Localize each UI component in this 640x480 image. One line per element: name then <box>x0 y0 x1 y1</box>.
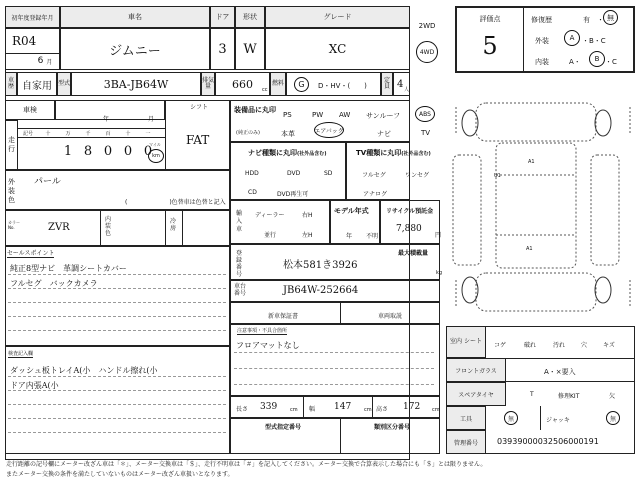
docs-divider <box>340 302 341 324</box>
odo-unit-1: 一 <box>145 130 151 137</box>
recycle-label: リサイクル預託金 <box>386 208 434 215</box>
plate-label: 登録番号 <box>236 250 243 278</box>
spare-missing: 欠 <box>609 393 616 400</box>
notice-ruler <box>234 368 434 369</box>
recycle-fee: 7,880 <box>396 224 422 234</box>
footer-line-1: 走行距離の記号欄にメーター改ざん車は「＊」、メーター交換車は「＄」、走行不明車は「＃」を記入してください。メーター交換で合算表示した場合にも「＄」とは限りません。 <box>6 461 487 468</box>
odo-unit-100k: 十 <box>45 130 51 137</box>
odo-digits-row <box>58 142 158 160</box>
import-parallel: 並行 <box>264 232 277 239</box>
type-no-div <box>340 418 341 454</box>
selling-points-block <box>5 246 230 346</box>
height-label: 高さ <box>376 406 389 413</box>
grade-value: XC <box>265 28 410 70</box>
vin-label: 車台番号 <box>234 283 247 297</box>
height-value: 172 <box>403 402 421 412</box>
warranty-label: 新車保証書 <box>268 313 299 320</box>
tool-none-circled: 無 <box>504 411 518 425</box>
km-circled: km <box>148 149 164 163</box>
capacity-unit: 人 <box>404 87 410 93</box>
recycle-yen: 円 <box>435 232 442 239</box>
score-label: 評価点 <box>479 15 501 23</box>
usage-value: 自家用 <box>17 72 57 96</box>
int-a: A・ <box>569 58 581 66</box>
notices-title: 注意事項・不具合箇所 <box>237 328 288 334</box>
shift-label: シフト <box>190 104 209 111</box>
reg-date-header: 初年度登録年月 <box>5 6 60 28</box>
length-label: 長さ <box>236 406 249 413</box>
mark-a1-bottom: A1 <box>526 246 533 252</box>
model-year-label: モデル年式 <box>334 207 369 215</box>
int-c: ・C <box>605 58 617 66</box>
odo-digit: 0 <box>143 143 153 159</box>
equip-aw: AW <box>339 111 351 119</box>
tv-type-title <box>356 148 431 158</box>
drive-4wd-circled: 4WD <box>416 41 438 63</box>
odo-units-row <box>18 128 165 138</box>
sp-ruler <box>8 316 226 317</box>
height-unit: cm <box>432 407 440 413</box>
navi-type-title <box>248 148 327 158</box>
tool-div <box>540 406 541 430</box>
inspector-title: 検査記入欄 <box>8 351 34 357</box>
type-no-label: 型式指定番号 <box>265 424 302 431</box>
color-code: ZVR <box>48 222 70 233</box>
shape-value: W <box>235 28 265 70</box>
navi-dvd-play: DVD再生可 <box>277 191 309 198</box>
tool-label-box: 工具 <box>446 406 486 430</box>
car-name: ジムニー <box>60 28 210 70</box>
inspection-label: 車検 <box>5 100 55 120</box>
ext-label: 外装 <box>535 37 549 45</box>
ac-label: 冷房 <box>170 218 177 232</box>
width-unit: cm <box>364 407 372 413</box>
import-label: 輸入車 <box>236 210 243 233</box>
length-unit: cm <box>290 407 298 413</box>
tv-analog: アナログ <box>363 191 388 198</box>
cc-unit: cc <box>262 87 268 93</box>
exterior-note: ( )色替車は色替と記入 <box>125 199 226 206</box>
navi-dvd: DVD <box>287 170 301 177</box>
notice-ruler <box>234 352 434 353</box>
capacity-value: 4 <box>393 72 410 96</box>
int-b-circled: B <box>589 51 605 67</box>
selling-point-line: 純正8型ナビ 革調シートカバー <box>10 264 127 273</box>
insp-ruler <box>8 432 226 433</box>
import-block <box>230 200 330 244</box>
int-label: 内装 <box>535 58 549 66</box>
mark-u1: U1 <box>494 173 501 179</box>
shape-header: 形状 <box>235 6 265 28</box>
score-divider <box>523 6 524 73</box>
seat-yabure: 破れ <box>524 342 537 349</box>
glass-label-box: フロントガラス <box>446 358 506 382</box>
capacity-header: 定員 <box>381 72 393 96</box>
equipment-subtitle: (純正のみ) <box>236 130 260 136</box>
insp-ruler <box>8 418 226 419</box>
tv-oneseg: ワンセグ <box>405 172 430 179</box>
max-load-label: 最大積載量 <box>398 250 429 257</box>
odo-unit-10: 十 <box>125 130 131 137</box>
inspector-block <box>5 346 230 454</box>
odo-unit-1k: 千 <box>85 130 91 137</box>
mark-a1-top: A1 <box>528 159 535 165</box>
exterior-side-label: 外装色 <box>8 178 15 204</box>
navi-sd: SD <box>324 170 333 177</box>
spare-kit: 修理KIT <box>558 393 580 400</box>
vin-value: JB64W-252664 <box>283 285 359 296</box>
odo-digit: 0 <box>123 143 133 159</box>
glass-row <box>446 358 635 382</box>
mgmt-label-box: 管理番号 <box>446 430 486 454</box>
tv-fullseg: フルセグ <box>362 172 386 179</box>
seat-label-box <box>446 326 486 358</box>
repair-yes: 有 <box>583 16 590 24</box>
doors-value: 3 <box>210 28 235 70</box>
equip-airbag-circled: エアバック <box>314 122 344 138</box>
equipment-title: 装備品に丸印 <box>234 106 276 114</box>
repair-dot: ・ <box>597 16 604 24</box>
reg-month-value: 6 <box>37 56 44 66</box>
seat-kizu: キズ <box>603 342 615 349</box>
model-value: 3BA-JB64W <box>71 72 201 96</box>
navi-hdd: HDD <box>245 170 259 177</box>
import-dealer: ディーラー <box>255 212 285 219</box>
insp-ruler <box>8 404 226 405</box>
odo-unit-symbol: 記号 <box>22 130 33 137</box>
plate-value: 松本581き3926 <box>283 260 358 271</box>
selling-point-line: フルセグ バックカメラ <box>10 279 98 288</box>
odo-unit-100: 百 <box>105 130 111 137</box>
navi-cd: CD <box>248 189 257 196</box>
inspection-month: 月 <box>148 116 155 123</box>
tv-type-sub: (社外品含む) <box>401 151 431 157</box>
selling-points-title: セールスポイント <box>7 250 55 257</box>
odo-label: 走行 <box>8 136 15 153</box>
odo-digit: 0 <box>103 143 113 159</box>
inspector-line: ダッシュ板トレイA(小 ハンドル擦れ(小 <box>10 366 158 375</box>
max-load-unit: kg <box>436 270 443 276</box>
inspector-line: ドア内張A(小 <box>10 381 59 390</box>
length-value: 339 <box>260 402 278 412</box>
dim-div <box>303 396 304 418</box>
seat-label: 室内 シート <box>450 338 482 345</box>
displacement-number: 660 <box>232 77 253 91</box>
equip-pw: PW <box>312 111 324 119</box>
fuel-options: D・HV・( ) <box>318 82 367 90</box>
insp-ruler <box>8 376 226 377</box>
color-divider <box>100 210 101 246</box>
repair-no-circled: 無 <box>603 10 618 25</box>
sp-ruler <box>8 274 226 275</box>
int-color-label: 内装色 <box>105 216 112 237</box>
score-value: 5 <box>482 31 498 60</box>
usage-header <box>5 72 17 96</box>
tv-type-label: TV種類に丸印 <box>356 149 402 157</box>
grade-header: グレード <box>265 6 410 28</box>
seat-koge: コゲ <box>494 342 507 349</box>
color-divider-3 <box>182 210 183 246</box>
color-divider-2 <box>165 210 166 246</box>
seat-yogore: 汚れ <box>553 342 566 349</box>
width-label: 幅 <box>309 406 316 413</box>
dim-div <box>372 396 373 418</box>
equip-leather: 本革 <box>281 130 295 138</box>
class-no-label: 類別区分番号 <box>374 424 411 431</box>
color-code-block <box>5 210 230 246</box>
mgmt-number: 03939000032506000191 <box>497 437 599 446</box>
shift-value: FAT <box>186 133 210 147</box>
import-left-hand: 左H <box>302 232 313 239</box>
odo-unit-10k: 万 <box>65 130 71 137</box>
fuel-header: 燃料 <box>270 72 286 96</box>
doors-header: ドア <box>210 6 235 28</box>
spare-t: T <box>530 391 534 398</box>
spare-label-box: スペアタイヤ <box>446 382 506 406</box>
reg-box-outline <box>5 28 60 70</box>
odo-side-label <box>5 120 18 170</box>
car-name-header: 車名 <box>60 6 210 28</box>
odo-digit: 8 <box>83 143 93 159</box>
seat-ana: 穴 <box>581 342 588 349</box>
sp-ruler <box>8 302 226 303</box>
displacement-header: 排気量 <box>201 72 215 96</box>
odo-digit: 1 <box>63 143 73 159</box>
ext-a-circled: A <box>564 30 580 46</box>
navi-type-sub: (社外品含む) <box>297 151 327 157</box>
equip-abs-circled: ABS <box>415 106 435 122</box>
sp-ruler <box>8 330 226 331</box>
reg-year: R04 <box>5 28 60 54</box>
model-header: 型式 <box>57 72 71 96</box>
notice-line: フロアマットなし <box>236 341 300 350</box>
navi-type-label: ナビ種類に丸印 <box>248 149 297 157</box>
equip-tv: TV <box>421 129 431 137</box>
model-year-unit: 年 <box>346 233 353 240</box>
manual-label: 車両取説 <box>378 313 403 320</box>
equip-sunroof: サンルーフ <box>366 112 401 120</box>
jack-none-circled: 無 <box>606 411 620 425</box>
notice-ruler <box>234 384 434 385</box>
ext-rest: ・B・C <box>582 37 606 45</box>
inspection-year: 年 <box>103 116 110 123</box>
import-right-hand: 右H <box>302 212 313 219</box>
color-code-label: カラー No. <box>8 220 20 230</box>
footer-line-2: またメーター交換の条件を満たしていないものはメーター改ざん車扱いとなります。 <box>6 471 234 478</box>
docs-block <box>230 302 440 324</box>
usage-label: 車歴 <box>7 77 14 90</box>
fuel-g-circled: G <box>294 77 309 92</box>
equip-navi: ナビ <box>377 130 391 138</box>
exterior-color: パール <box>34 177 61 187</box>
glass-opts: A・×要入 <box>544 368 576 376</box>
month-unit: 月 <box>46 58 53 66</box>
equip-ps: PS <box>283 111 292 119</box>
mile-label: マイル <box>149 142 161 147</box>
jack-label: ジャッキ <box>546 417 570 424</box>
width-value: 147 <box>334 402 352 412</box>
drive-2wd: 2WD <box>418 22 436 30</box>
repair-label: 修復歴 <box>531 16 552 24</box>
model-year-unknown: 不明 <box>366 233 379 240</box>
car-damage-diagram <box>448 95 638 320</box>
